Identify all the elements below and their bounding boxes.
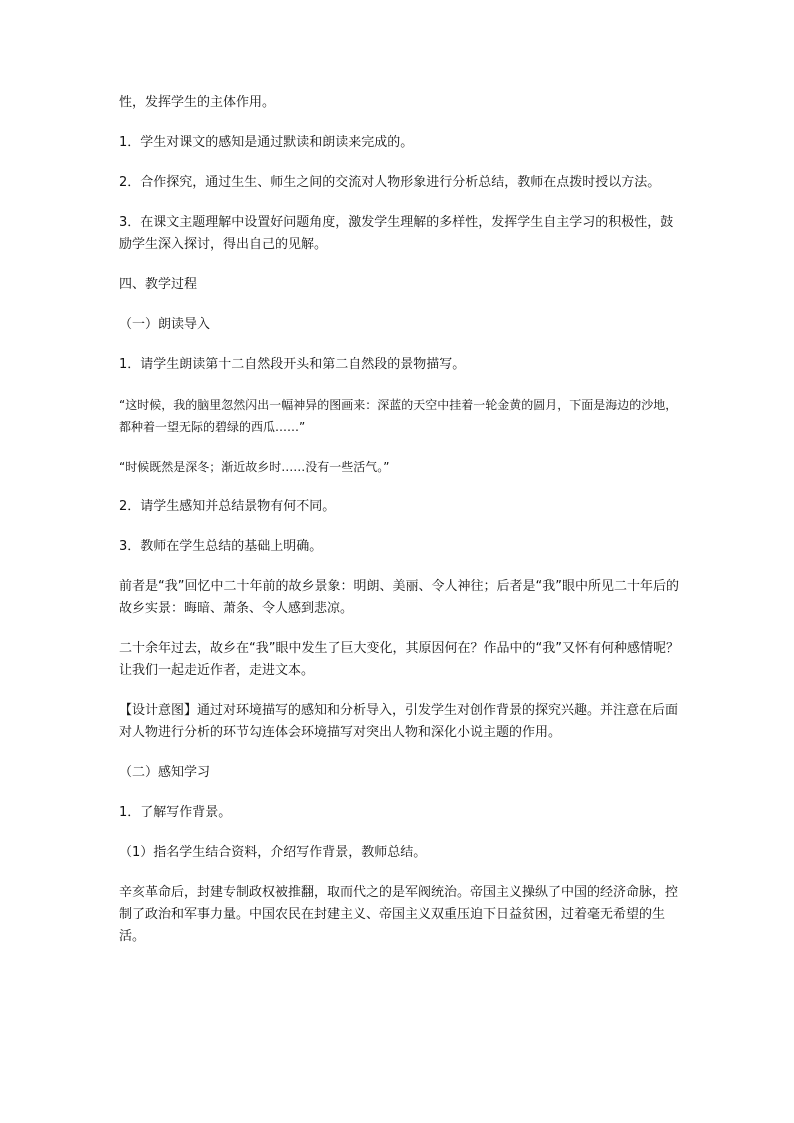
section-heading-teaching-process: 四、教学过程 <box>119 277 198 292</box>
document-page <box>119 92 679 966</box>
paragraph-intro-continuation: 性，发挥学生的主体作用。 <box>119 95 276 110</box>
paragraph-background-step: 1．了解写作背景。 <box>119 805 232 820</box>
paragraph-point-2: 2．合作探究，通过生生、师生之间的交流对人物形象进行分析总结，教师在点拨时授以方法。 <box>119 175 661 190</box>
quote-memory-scene: “这时候，我的脑里忽然闪出一幅神异的图画来：深蓝的天空中挂着一轮金黄的圆月，下面是海边的沙地，都种着一望无际的碧绿的西瓜……” <box>119 398 678 434</box>
paragraph-step-2: 2．请学生感知并总结景物有何不同。 <box>119 499 336 514</box>
subsection-heading-perception-study: （二）感知学习 <box>119 765 211 780</box>
paragraph-background-substep: （1）指名学生结合资料，介绍写作背景，教师总结。 <box>119 845 427 860</box>
quote-winter-scene: “时候既然是深冬；渐近故乡时……没有一些活气。” <box>119 460 390 474</box>
paragraph-step-3: 3．教师在学生总结的基础上明确。 <box>119 539 323 554</box>
paragraph-comparison: 前者是“我”回忆中二十年前的故乡景象：明朗、美丽、令人神往；后者是“我”眼中所见二十年后的故乡实景：晦暗、萧条、令人感到悲凉。 <box>119 579 679 616</box>
paragraph-step-1: 1．请学生朗读第十二自然段开头和第二自然段的景物描写。 <box>119 357 466 372</box>
paragraph-historical-background: 辛亥革命后，封建专制政权被推翻，取而代之的是军阀统治。帝国主义操纵了中国的经济命脉，控制了政治和军事力量。中国农民在封建主义、帝国主义双重压迫下日益贫困，过着毫无希望的生活。 <box>119 885 679 944</box>
paragraph-point-3: 3．在课文主题理解中设置好问题角度，激发学生理解的多样性，发挥学生自主学习的积极性，鼓励学生深入探讨，得出自己的见解。 <box>119 215 674 252</box>
subsection-heading-reading-intro: （一）朗读导入 <box>119 317 211 332</box>
paragraph-point-1: 1．学生对课文的感知是通过默读和朗读来完成的。 <box>119 135 414 150</box>
paragraph-design-intent: 【设计意图】通过对环境描写的感知和分析导入，引发学生对创作背景的探究兴趣。并注意在后面对人物进行分析的环节勾连体会环境描写对突出人物和深化小说主题的作用。 <box>119 703 679 740</box>
paragraph-question: 二十余年过去，故乡在“我”眼中发生了巨大变化，其原因何在？作品中的“我”又怀有何种感情呢？让我们一起走近作者，走进文本。 <box>119 641 679 678</box>
